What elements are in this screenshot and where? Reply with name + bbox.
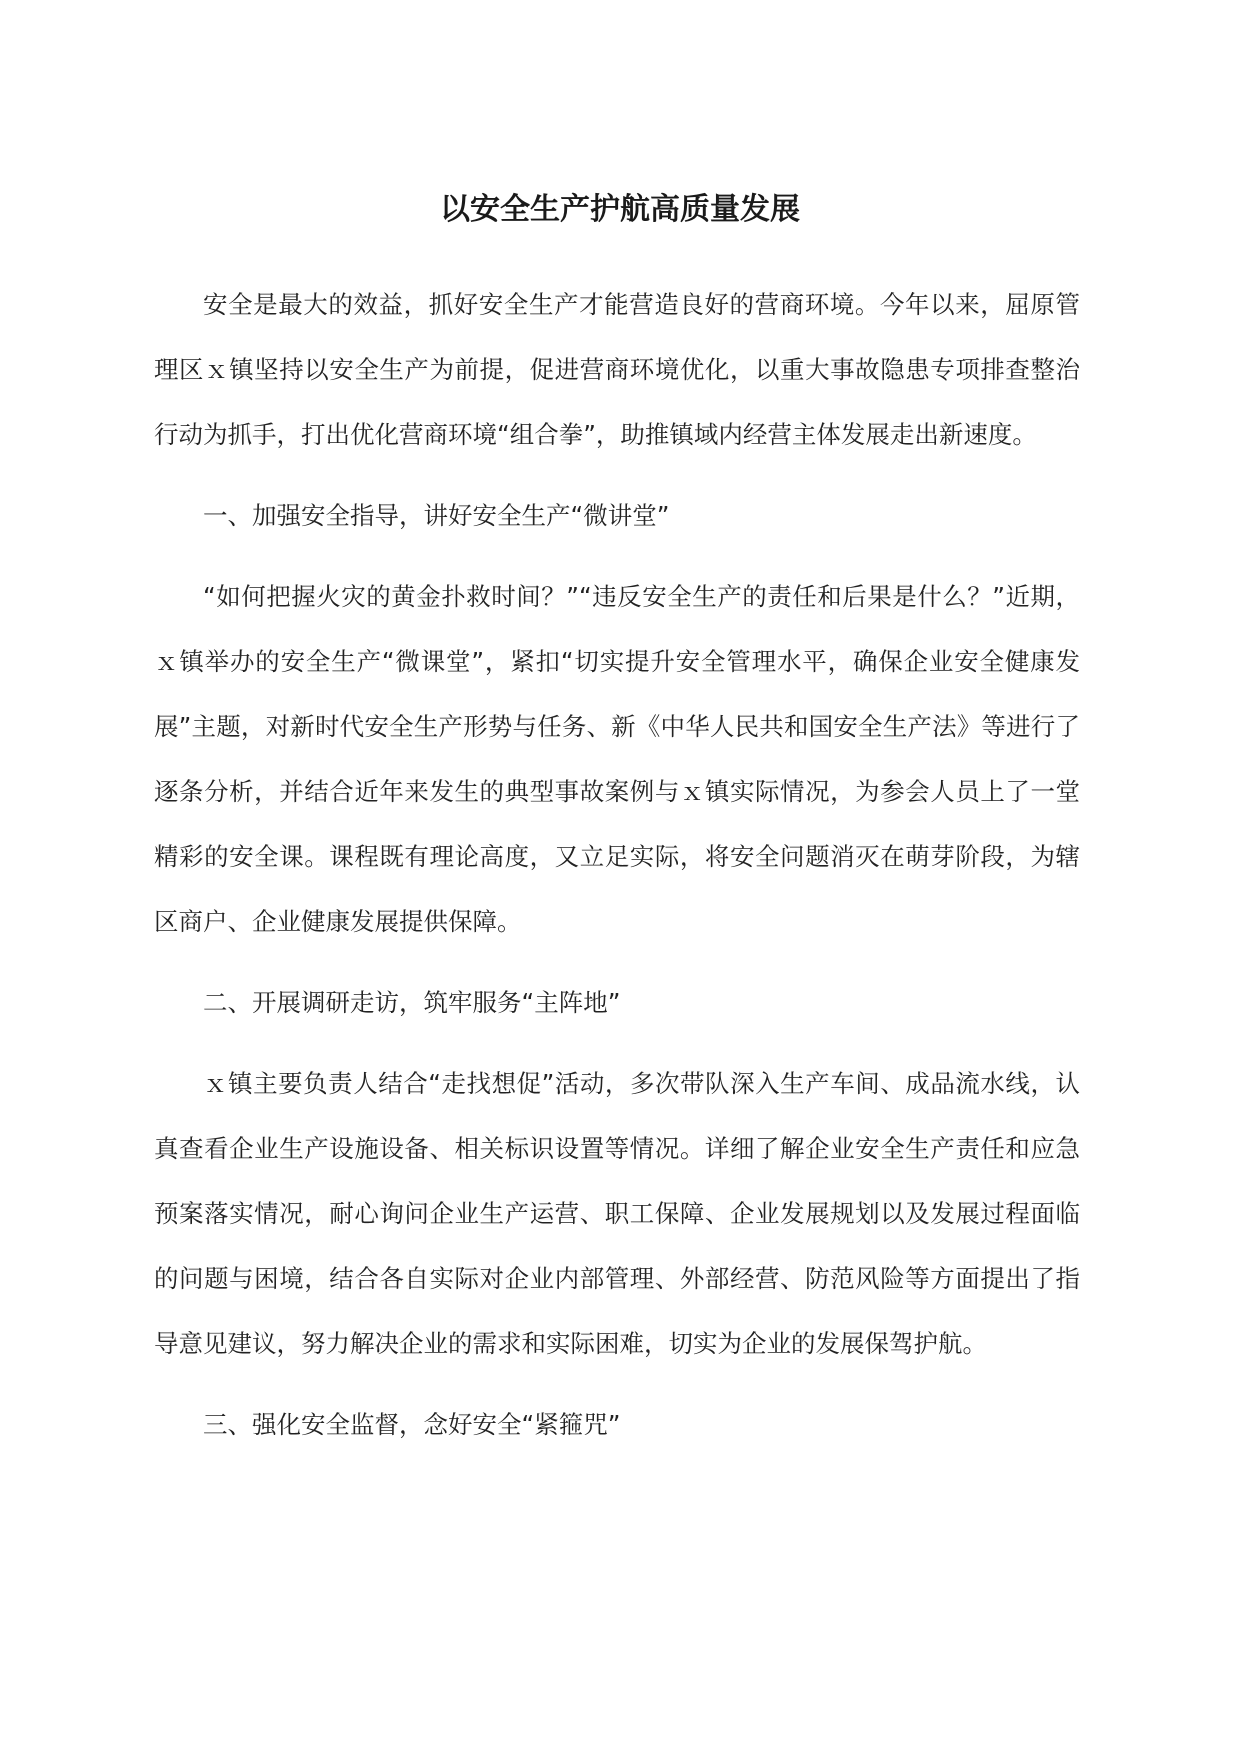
document-title: 以安全生产护航高质量发展 xyxy=(440,192,800,227)
section-heading-1: 一、加强安全指导，讲好安全生产“微讲堂” xyxy=(203,501,670,530)
section-1-paragraph: “如何把握火灾的黄金扑救时间？”“违反安全生产的责任和后果是什么？”近期，ｘ镇举办的安全生产“微课堂”，紧扣“切实提升安全管理水平，确保企业安全健康发展”主题，对新时代安全生产形势与任务、新《中华人民共和国安全生产法》等进行了逐条分析，并结合近年来发生的典型事故案例与ｘ镇实际情况，为参会人员上了一堂精彩的安全课。课程既有理论高度，又立足实际，将安全问题消灭在萌芽阶段，为辖区商户、企业健康发展提供保障。 xyxy=(154,582,1080,936)
intro-paragraph: 安全是最大的效益，抓好安全生产才能营造良好的营商环境。今年以来，屈原管理区ｘ镇坚持以安全生产为前提，促进营商环境优化，以重大事故隐患专项排查整治行动为抓手，打出优化营商环境“组合拳”，助推镇域内经营主体发展走出新速度。 xyxy=(154,290,1080,449)
section-2-paragraph: ｘ镇主要负责人结合“走找想促”活动，多次带队深入生产车间、成品流水线，认真查看企业生产设施设备、相关标识设置等情况。详细了解企业安全生产责任和应急预案落实情况，耐心询问企业生产运营、职工保障、企业发展规划以及发展过程面临的问题与困境，结合各自实际对企业内部管理、外部经营、防范风险等方面提出了指导意见建议，努力解决企业的需求和实际困难，切实为企业的发展保驾护航。 xyxy=(154,1069,1080,1358)
document-body xyxy=(154,272,1080,1457)
section-heading-3: 三、强化安全监督，念好安全“紧箍咒” xyxy=(203,1410,621,1439)
section-heading-2: 二、开展调研走访，筑牢服务“主阵地” xyxy=(203,988,621,1017)
